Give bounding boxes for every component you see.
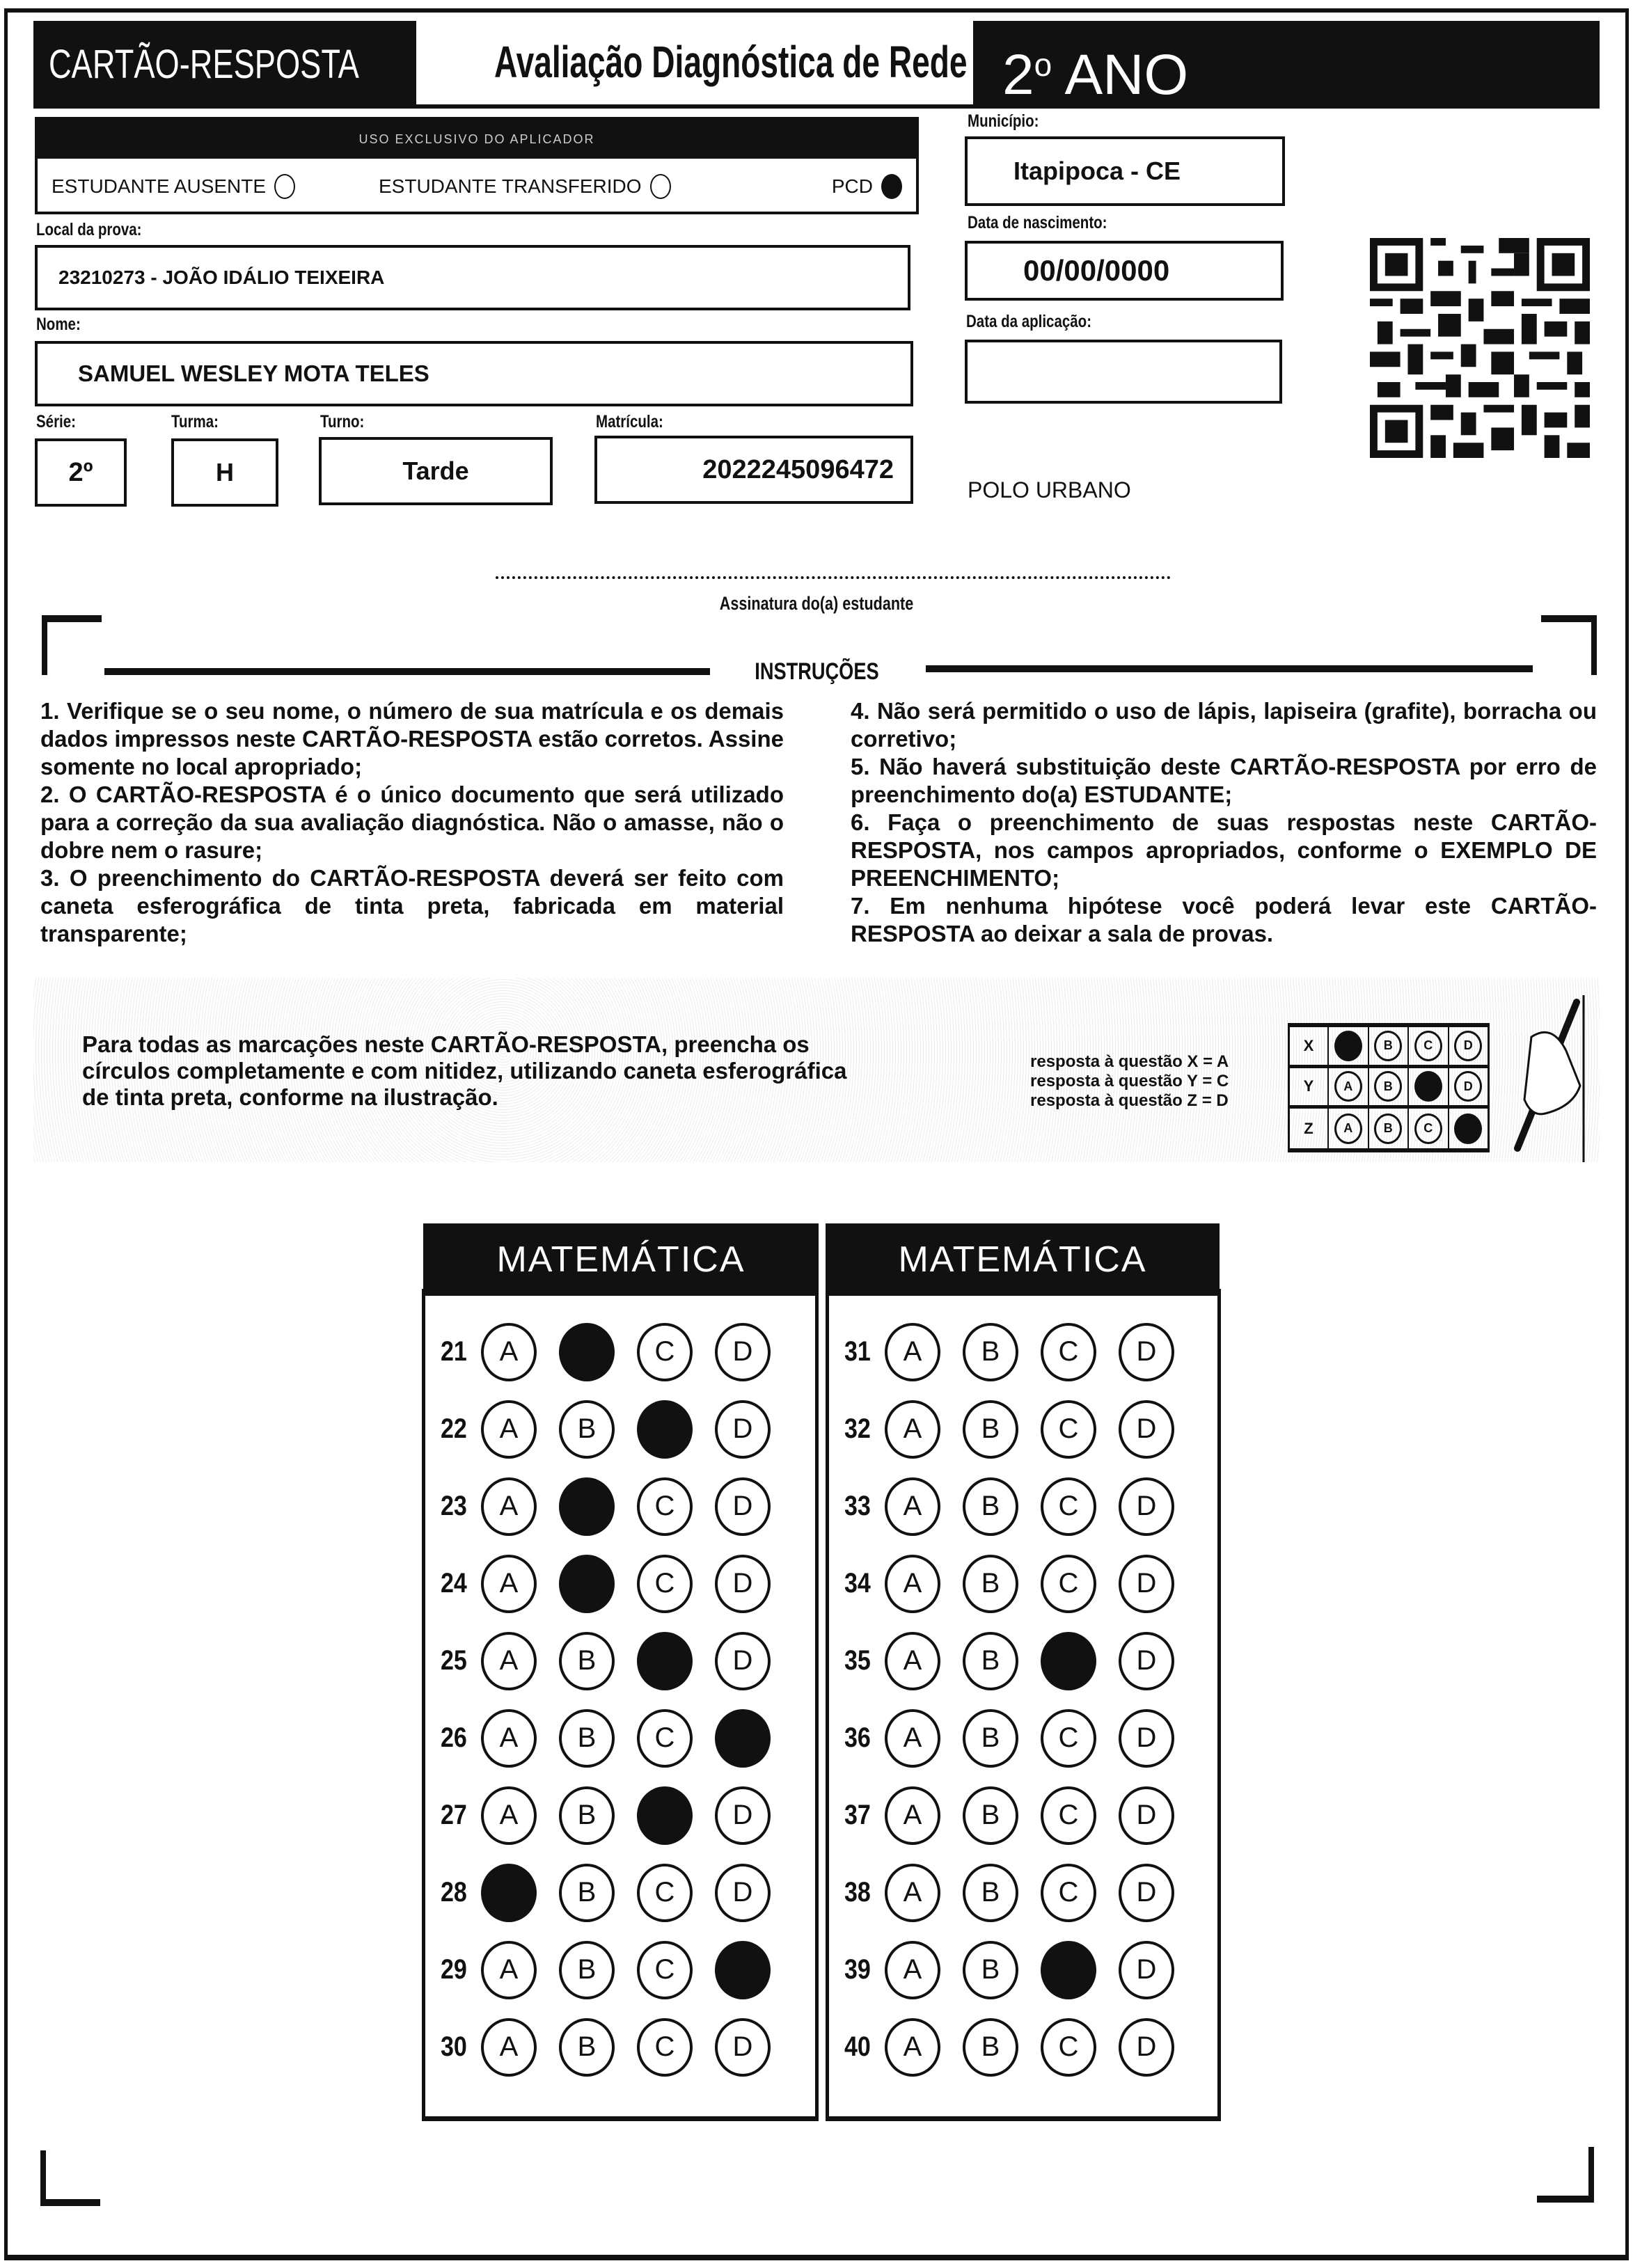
answer-bubble[interactable]: A [885,1864,940,1922]
turno-field: Tarde [319,437,553,505]
nascimento-label: Data de nascimento: [968,213,1107,232]
corner-mark-bottom-right [1537,2147,1594,2203]
question-row [425,1313,815,1390]
answer-bubble[interactable]: C [637,2018,693,2077]
nome-field: SAMUEL WESLEY MOTA TELES [35,341,913,406]
question-row [829,1468,1217,1545]
answer-bubble[interactable]: A [885,1632,940,1690]
serie-field: 2º [35,438,127,507]
answer-bubble-filled[interactable] [637,1632,693,1690]
question-row [829,1777,1217,1854]
answer-bubble-filled[interactable] [559,1477,615,1536]
pcd-option[interactable]: PCD [832,174,902,199]
instruction-1: 1. Verifique se o seu nome, o número de sua matrícula e os demais dados impressos neste CARTÃO-RESPOSTA estão corretos. Assine somente no local apropriado; [40,698,784,779]
answer-bubble[interactable]: D [1119,1864,1174,1922]
answer-bubble[interactable]: D [715,1400,771,1459]
signature-label: Assinatura do(a) estudante [719,593,914,614]
answer-bubble[interactable]: B [559,1941,615,1999]
municipio-label: Município: [968,111,1039,131]
answer-bubble[interactable]: C [637,1477,693,1536]
answer-bubble[interactable]: A [885,1477,940,1536]
answer-bubble[interactable]: D [1119,1709,1174,1768]
local-field: 23210273 - JOÃO IDÁLIO TEIXEIRA [35,245,910,310]
example-bubble: B [1374,1113,1402,1144]
aplicacao-label: Data da aplicação: [966,312,1092,331]
turno-label: Turno: [320,412,365,431]
question-number: 40 [844,2031,871,2062]
answer-bubble[interactable]: A [481,1323,537,1381]
example-bubble: A [1334,1113,1362,1144]
signature-line[interactable] [496,576,1171,579]
question-row [425,1390,815,1468]
answer-bubble[interactable]: C [1041,1786,1096,1845]
question-row [425,1777,815,1854]
answer-bubble[interactable]: A [885,2018,940,2077]
answer-bubble[interactable]: A [481,2018,537,2077]
fill-example-grid: X B C D Y A B D Z A B C [1288,1023,1490,1152]
fill-example-legend: resposta à questão X = A resposta à questão Y = C resposta à questão Z = D [1030,1052,1229,1110]
question-number: 37 [844,1800,871,1830]
answer-bubble[interactable]: B [559,1709,615,1768]
instructions-title: INSTRUÇÕES [754,658,879,685]
answer-bubble[interactable]: B [963,1323,1018,1381]
answer-bubble[interactable]: D [715,1786,771,1845]
example-bubble-filled [1414,1071,1442,1102]
answer-bubble[interactable]: C [637,1941,693,1999]
question-row [829,1622,1217,1699]
question-row [425,1622,815,1699]
answer-bubble[interactable]: A [481,1786,537,1845]
answer-grid-2 [826,1289,1221,2121]
question-row [829,1390,1217,1468]
question-row [829,1313,1217,1390]
answer-bubble[interactable]: C [1041,1709,1096,1768]
answer-bubble[interactable]: B [963,1477,1018,1536]
answer-bubble[interactable]: A [481,1400,537,1459]
answer-bubble[interactable]: A [885,1709,940,1768]
card-title: CARTÃO-RESPOSTA [49,42,359,87]
question-row [829,2008,1217,2086]
absent-bubble[interactable] [274,174,295,199]
answer-bubble[interactable]: C [637,1323,693,1381]
instruction-7: 7. Em nenhuma hipótese você poderá levar este CARTÃO-RESPOSTA ao deixar a sala de provas. [851,893,1597,946]
instruction-2: 2. O CARTÃO-RESPOSTA é o único documento que será utilizado para a correção da sua avaliação diagnóstica. Não o amasse, não o dobre nem o rasure; [40,782,784,863]
question-number: 32 [844,1413,871,1444]
question-row [425,1931,815,2008]
turma-field: H [171,438,278,507]
exam-title: Avaliação Diagnóstica de Rede [494,37,968,87]
answer-grid-1 [422,1289,819,2121]
example-bubble-filled [1454,1113,1482,1144]
example-bubble: B [1374,1071,1402,1102]
example-bubble: C [1414,1113,1442,1144]
answer-bubble-filled[interactable] [715,1709,771,1768]
answer-bubble[interactable]: B [963,1632,1018,1690]
question-number: 30 [441,2031,467,2062]
answer-bubble[interactable]: B [963,1400,1018,1459]
answer-bubble[interactable]: A [481,1632,537,1690]
answer-bubble[interactable]: B [559,1632,615,1690]
question-row [425,2008,815,2086]
example-bubble: C [1414,1031,1442,1061]
answer-bubble[interactable]: D [715,1555,771,1613]
example-bubble: B [1374,1031,1402,1061]
corner-mark-bottom-left [40,2150,100,2206]
answer-bubble[interactable]: C [1041,1555,1096,1613]
answer-bubble[interactable]: D [1119,1400,1174,1459]
hand-pen-icon [1504,995,1587,1162]
matricula-label: Matrícula: [596,412,663,431]
instruction-6: 6. Faça o preenchimento de suas respostas neste CARTÃO-RESPOSTA, nos campos apropriados, conforme o EXEMPLO DE PREENCHIMENTO; [851,809,1597,891]
answer-bubble[interactable]: B [559,1400,615,1459]
question-row [829,1931,1217,2008]
transferred-bubble[interactable] [650,174,671,199]
question-row [425,1854,815,1931]
question-number: 39 [844,1954,871,1985]
answer-bubble[interactable]: A [481,1941,537,1999]
answer-bubble[interactable]: A [885,1400,940,1459]
question-row [829,1699,1217,1777]
question-number: 26 [441,1722,467,1753]
question-number: 27 [441,1800,467,1830]
answer-bubble[interactable]: B [963,1864,1018,1922]
example-bubble: A [1334,1071,1362,1102]
question-number: 23 [441,1491,467,1521]
grade-label: 2$^o$ ANO [1002,43,1189,106]
question-number: 38 [844,1877,871,1908]
instruction-3: 3. O preenchimento do CARTÃO-RESPOSTA deverá ser feito com caneta esferográfica de tinta preta, fabricada em material transparente; [40,865,784,946]
answer-bubble[interactable]: A [885,1786,940,1845]
nome-label: Nome: [36,315,81,334]
question-number: 29 [441,1954,467,1985]
answer-bubble[interactable]: D [1119,1477,1174,1536]
answer-bubble[interactable]: B [963,1786,1018,1845]
answer-bubble[interactable]: C [637,1555,693,1613]
answer-bubble-filled[interactable] [1041,1632,1096,1690]
answer-bubble[interactable]: D [1119,1555,1174,1613]
instruction-5: 5. Não haverá substituição deste CARTÃO-RESPOSTA por erro de preenchimento do(a) ESTUDANTE; [851,754,1597,807]
answer-bubble-filled[interactable] [559,1323,615,1381]
matricula-field: 2022245096472 [594,436,913,504]
answer-bubble-filled[interactable] [715,1941,771,1999]
answer-bubble[interactable]: B [963,2018,1018,2077]
answer-bubble-filled[interactable] [559,1555,615,1613]
answer-bubble[interactable]: A [885,1323,940,1381]
answer-bubble[interactable]: A [481,1555,537,1613]
answer-bubble[interactable]: D [715,1632,771,1690]
question-number: 33 [844,1491,871,1521]
answer-bubble-filled[interactable] [637,1400,693,1459]
example-bubble: D [1454,1071,1482,1102]
answer-bubble[interactable]: B [559,1864,615,1922]
question-number: 22 [441,1413,467,1444]
question-number: 34 [844,1568,871,1599]
question-row [425,1468,815,1545]
answer-bubble[interactable]: D [715,1323,771,1381]
subject-header-2: MATEMÁTICA [826,1223,1220,1296]
answer-bubble[interactable]: A [885,1941,940,1999]
answer-bubble[interactable]: D [715,1477,771,1536]
aplicacao-field [965,340,1282,404]
answer-bubble[interactable]: C [1041,2018,1096,2077]
question-number: 25 [441,1645,467,1676]
answer-bubble[interactable]: C [637,1709,693,1768]
answer-bubble-filled[interactable] [481,1864,537,1922]
answer-bubble[interactable]: D [1119,1323,1174,1381]
example-bubble-filled [1334,1031,1362,1061]
instructions-left [40,697,784,948]
subject-header-1: MATEMÁTICA [423,1223,819,1296]
fill-example-text: Para todas as marcações neste CARTÃO-RESPOSTA, preencha os círculos completamente e com nitidez, utilizando caneta esferográfica de tinta preta, conforme na ilustração. [82,1031,847,1110]
answer-bubble[interactable]: C [1041,1400,1096,1459]
polo-label: POLO URBANO [968,477,1131,502]
answer-bubble[interactable]: C [637,1864,693,1922]
nascimento-field: 00/00/0000 [965,241,1284,301]
turma-label: Turma: [171,412,219,431]
exam-title-box [416,19,973,104]
answer-bubble[interactable]: D [715,2018,771,2077]
municipio-field: Itapipoca - CE [965,136,1285,206]
question-row [425,1699,815,1777]
answer-bubble-filled[interactable] [1041,1941,1096,1999]
answer-bubble[interactable]: B [559,1786,615,1845]
absent-option[interactable]: ESTUDANTE AUSENTE [52,174,379,199]
question-number: 36 [844,1722,871,1753]
question-row [829,1545,1217,1622]
question-number: 35 [844,1645,871,1676]
answer-bubble[interactable]: D [1119,1941,1174,1999]
question-number: 31 [844,1336,871,1367]
answer-bubble[interactable]: A [481,1477,537,1536]
answer-bubble[interactable]: B [559,2018,615,2077]
question-number: 24 [441,1568,467,1599]
answer-bubble[interactable]: D [1119,1786,1174,1845]
answer-bubble[interactable]: D [715,1864,771,1922]
applicator-panel-title: USO EXCLUSIVO DO APLICADOR [38,120,916,159]
answer-bubble[interactable]: A [885,1555,940,1613]
answer-bubble[interactable]: C [1041,1477,1096,1536]
local-label: Local da prova: [36,220,142,239]
question-number: 21 [441,1336,467,1367]
answer-bubble[interactable]: C [1041,1323,1096,1381]
question-row [425,1545,815,1622]
instructions-right [851,697,1597,948]
instruction-4: 4. Não será permitido o uso de lápis, lapiseira (grafite), borracha ou corretivo; [851,698,1597,752]
qr-code-icon [1370,238,1590,458]
answer-bubble-filled[interactable] [637,1786,693,1845]
pcd-bubble-filled[interactable] [881,174,902,199]
serie-label: Série: [36,412,76,431]
transferred-option[interactable]: ESTUDANTE TRANSFERIDO [379,174,796,199]
answer-bubble[interactable]: B [963,1941,1018,1999]
example-bubble: D [1454,1031,1482,1061]
question-row [829,1854,1217,1931]
answer-bubble[interactable]: B [963,1709,1018,1768]
applicator-panel [35,117,919,214]
answer-bubble[interactable]: D [1119,2018,1174,2077]
answer-bubble[interactable]: D [1119,1632,1174,1690]
answer-bubble[interactable]: B [963,1555,1018,1613]
answer-bubble[interactable]: C [1041,1864,1096,1922]
answer-bubble[interactable]: A [481,1709,537,1768]
question-number: 28 [441,1877,467,1908]
